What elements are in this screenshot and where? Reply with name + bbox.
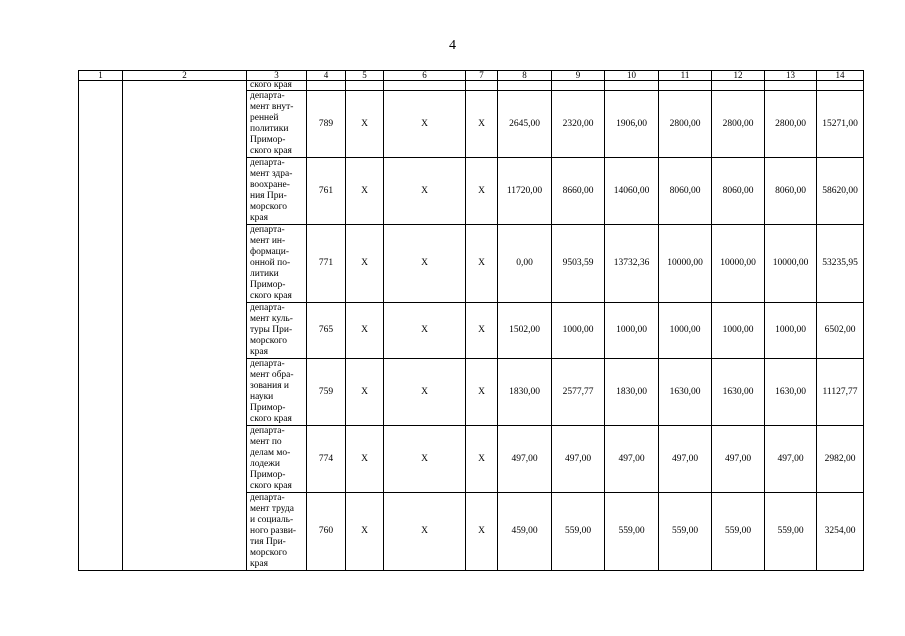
department-name-line: зования и	[250, 381, 290, 391]
column-header: 12	[712, 71, 765, 81]
column-header: 9	[552, 71, 605, 81]
value-cell: 8660,00	[552, 158, 605, 225]
empty-cell	[307, 81, 346, 91]
value-cell: 11127,77	[817, 359, 864, 426]
column-header: 2	[123, 71, 247, 81]
value-cell: 58620,00	[817, 158, 864, 225]
empty-cell	[79, 81, 123, 571]
department-name-line: воохране-	[250, 180, 290, 190]
department-name-line: ского края	[250, 146, 292, 156]
empty-cell	[817, 81, 864, 91]
value-cell: 1906,00	[605, 91, 659, 158]
value-cell: 1000,00	[605, 303, 659, 359]
empty-cell	[123, 81, 247, 571]
department-name-line: политики	[250, 124, 289, 134]
value-cell: 53235,95	[817, 225, 864, 303]
value-cell: 1000,00	[552, 303, 605, 359]
department-name-line: онной по-	[250, 258, 291, 268]
value-cell: X	[466, 426, 498, 493]
department-name-cell	[247, 91, 307, 158]
value-cell: X	[384, 359, 466, 426]
department-name-line: лодежи	[250, 459, 280, 469]
value-cell: 14060,00	[605, 158, 659, 225]
column-header: 10	[605, 71, 659, 81]
value-cell: 559,00	[712, 493, 765, 571]
empty-cell	[712, 81, 765, 91]
empty-cell	[552, 81, 605, 91]
value-cell: 15271,00	[817, 91, 864, 158]
department-name-cell	[247, 303, 307, 359]
department-name-line: литики	[250, 269, 279, 279]
value-cell: 1502,00	[498, 303, 552, 359]
value-cell: X	[384, 493, 466, 571]
value-cell: 8060,00	[765, 158, 817, 225]
department-name-line: Примор-	[250, 470, 286, 480]
value-cell: 9503,59	[552, 225, 605, 303]
value-cell: X	[346, 493, 384, 571]
code-cell: 765	[307, 303, 346, 359]
column-header: 1	[79, 71, 123, 81]
empty-cell	[765, 81, 817, 91]
value-cell: X	[384, 91, 466, 158]
code-cell: 789	[307, 91, 346, 158]
column-header: 13	[765, 71, 817, 81]
code-cell: 774	[307, 426, 346, 493]
department-name-line: ского края	[250, 481, 292, 491]
value-cell: 497,00	[765, 426, 817, 493]
table-body	[79, 81, 864, 571]
value-cell: 1830,00	[605, 359, 659, 426]
department-name-cell	[247, 426, 307, 493]
continuation-row	[79, 81, 864, 91]
department-name-line: мент обра-	[250, 370, 294, 380]
column-header-row	[79, 71, 864, 81]
department-name-line: края	[250, 347, 268, 357]
value-cell: 11720,00	[498, 158, 552, 225]
column-header: 8	[498, 71, 552, 81]
value-cell: 559,00	[605, 493, 659, 571]
value-cell: 497,00	[498, 426, 552, 493]
department-name-line: ного разви-	[250, 526, 297, 536]
value-cell: X	[466, 359, 498, 426]
empty-cell	[346, 81, 384, 91]
value-cell: X	[384, 303, 466, 359]
column-header: 4	[307, 71, 346, 81]
value-cell: 497,00	[552, 426, 605, 493]
value-cell: 497,00	[605, 426, 659, 493]
value-cell: 3254,00	[817, 493, 864, 571]
department-name-cell	[247, 493, 307, 571]
department-name-line: морского	[250, 548, 288, 558]
department-name-line: ского края	[250, 414, 292, 424]
value-cell: X	[466, 303, 498, 359]
department-name-line: края	[250, 559, 268, 569]
value-cell: 2577,77	[552, 359, 605, 426]
value-cell: 559,00	[552, 493, 605, 571]
budget-table	[78, 70, 864, 571]
department-name-line: мент ин-	[250, 236, 286, 246]
department-name-line: департа-	[250, 91, 285, 101]
value-cell: 1000,00	[765, 303, 817, 359]
department-name-line: края	[250, 213, 268, 223]
department-name-line: тия При-	[250, 537, 286, 547]
department-name-cell	[247, 158, 307, 225]
department-name-line: ния При-	[250, 191, 287, 201]
value-cell: X	[346, 303, 384, 359]
value-cell: X	[384, 158, 466, 225]
code-cell: 761	[307, 158, 346, 225]
code-cell: 759	[307, 359, 346, 426]
department-name-line: департа-	[250, 158, 285, 168]
value-cell: 497,00	[659, 426, 712, 493]
value-cell: X	[466, 493, 498, 571]
empty-cell	[605, 81, 659, 91]
empty-cell	[466, 81, 498, 91]
value-cell: 1630,00	[659, 359, 712, 426]
page-number: 4	[449, 38, 456, 53]
value-cell: 8060,00	[659, 158, 712, 225]
value-cell: 497,00	[712, 426, 765, 493]
department-name-line: Примор-	[250, 403, 286, 413]
value-cell: 10000,00	[712, 225, 765, 303]
department-name-line: департа-	[250, 493, 285, 503]
column-header: 3	[247, 71, 307, 81]
value-cell: 6502,00	[817, 303, 864, 359]
code-cell: 771	[307, 225, 346, 303]
column-header: 11	[659, 71, 712, 81]
value-cell: 559,00	[765, 493, 817, 571]
department-name-line: мент труда	[250, 504, 294, 514]
column-header: 7	[466, 71, 498, 81]
column-header: 6	[384, 71, 466, 81]
value-cell: X	[384, 426, 466, 493]
value-cell: X	[466, 91, 498, 158]
value-cell: 2800,00	[765, 91, 817, 158]
value-cell: 10000,00	[765, 225, 817, 303]
value-cell: X	[346, 158, 384, 225]
department-name-line: ского края	[250, 291, 292, 301]
department-name-line: департа-	[250, 359, 285, 369]
value-cell: 0,00	[498, 225, 552, 303]
value-cell: 8060,00	[712, 158, 765, 225]
value-cell: 2645,00	[498, 91, 552, 158]
department-name-line: мент внут-	[250, 102, 294, 112]
department-name-cell	[247, 225, 307, 303]
value-cell: 1630,00	[765, 359, 817, 426]
department-name-line: науки	[250, 392, 274, 402]
department-name-line: морского	[250, 202, 288, 212]
department-name-line: департа-	[250, 225, 285, 235]
department-name-line: морского	[250, 336, 288, 346]
department-name-line: мент здра-	[250, 169, 293, 179]
department-name-line: департа-	[250, 303, 285, 313]
department-name-line: Примор-	[250, 280, 286, 290]
code-cell: 760	[307, 493, 346, 571]
department-name-cell	[247, 359, 307, 426]
value-cell: 2320,00	[552, 91, 605, 158]
department-name-line: формаци-	[250, 247, 290, 257]
department-name-line: туры При-	[250, 325, 293, 335]
value-cell: 1000,00	[659, 303, 712, 359]
department-name-line: ренней	[250, 113, 279, 123]
value-cell: 10000,00	[659, 225, 712, 303]
continued-name-cell: ского края	[247, 81, 307, 91]
value-cell: X	[346, 359, 384, 426]
empty-cell	[498, 81, 552, 91]
department-name-line: и социаль-	[250, 515, 294, 525]
value-cell: X	[346, 426, 384, 493]
department-name-line: департа-	[250, 426, 285, 436]
value-cell: 2982,00	[817, 426, 864, 493]
value-cell: 2800,00	[712, 91, 765, 158]
value-cell: 13732,36	[605, 225, 659, 303]
value-cell: X	[466, 225, 498, 303]
department-name-line: мент по	[250, 437, 282, 447]
department-name-line: делам мо-	[250, 448, 291, 458]
value-cell: X	[346, 225, 384, 303]
value-cell: X	[384, 225, 466, 303]
value-cell: X	[346, 91, 384, 158]
value-cell: 459,00	[498, 493, 552, 571]
value-cell: X	[466, 158, 498, 225]
empty-cell	[659, 81, 712, 91]
value-cell: 1000,00	[712, 303, 765, 359]
column-header: 5	[346, 71, 384, 81]
value-cell: 1630,00	[712, 359, 765, 426]
department-name-line: Примор-	[250, 135, 286, 145]
value-cell: 559,00	[659, 493, 712, 571]
empty-cell	[384, 81, 466, 91]
value-cell: 2800,00	[659, 91, 712, 158]
value-cell: 1830,00	[498, 359, 552, 426]
column-header: 14	[817, 71, 864, 81]
department-name-line: мент куль-	[250, 314, 293, 324]
